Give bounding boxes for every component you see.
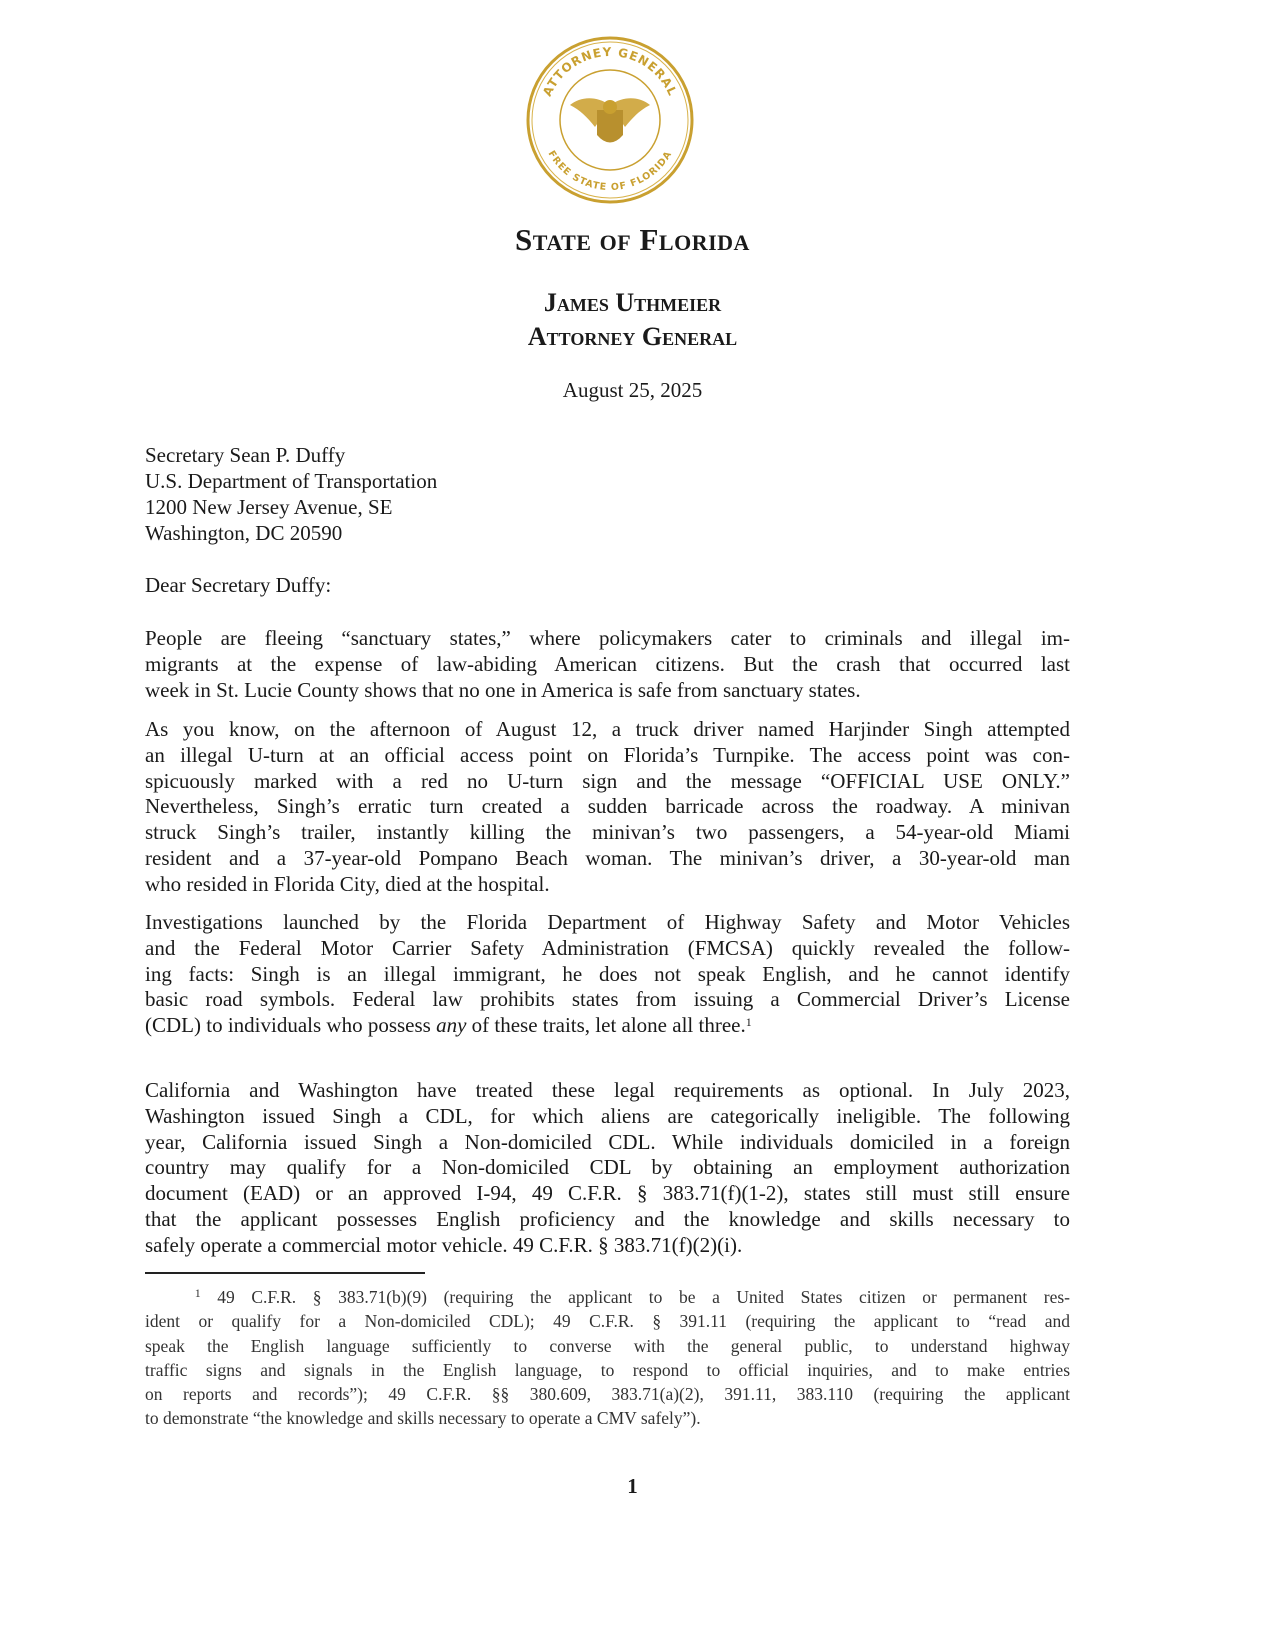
salutation: Dear Secretary Duffy: xyxy=(145,573,332,597)
text-segment: 49 C.F.R. § 383.71(b)(9) (requiring the applicant to be a United States citizen or permanent res- xyxy=(200,1287,1071,1307)
text-line: and the Federal Motor Carrier Safety Administration (FMCSA) quickly revealed the follow- xyxy=(145,935,1070,960)
text-line: resident and a 37-year-old Pompano Beach woman. The minivan’s driver, a 30-year-old man xyxy=(145,845,1070,870)
state-heading: State of Florida xyxy=(515,222,750,257)
footnote-marker: 1 xyxy=(194,1286,201,1300)
text-line: who resided in Florida City, died at the hospital. xyxy=(145,871,550,896)
text-line: that the applicant possesses English proficiency and the knowledge and skills necessary to xyxy=(145,1206,1070,1231)
letter-date: August 25, 2025 xyxy=(562,378,703,402)
text-line: ident or qualify for a Non-domiciled CDL); 49 C.F.R. § 391.11 (requiring the applicant to “read and xyxy=(145,1311,1070,1332)
text-line: an illegal U-turn at an official access point on Florida’s Turnpike. The access point was con- xyxy=(145,742,1070,767)
text-line: Investigations launched by the Florida Department of Highway Safety and Motor Vehicles xyxy=(145,910,1070,934)
text-line: speak the English language sufficiently to converse with the general public, to understand highway xyxy=(145,1335,1070,1356)
attorney-name: James Uthmeier xyxy=(543,288,722,317)
text-line: country may qualify for a Non-domiciled CDL by obtaining an employment authorization xyxy=(145,1155,1070,1180)
attorney-general-seal xyxy=(525,35,695,205)
text-segment: (CDL) to individuals who possess xyxy=(145,1013,437,1038)
address-line: 1200 New Jersey Avenue, SE xyxy=(145,495,393,519)
text-line: spicuously marked with a red no U-turn sign and the message “OFFICIAL USE ONLY.” xyxy=(145,768,1070,793)
text-line: migrants at the expense of law-abiding American citizens. But the crash that occurred last xyxy=(145,651,1070,676)
text-line: ing facts: Singh is an illegal immigrant, he does not speak English, and he cannot identify xyxy=(145,961,1070,986)
text-line: year, California issued Singh a Non-domiciled CDL. While individuals domiciled in a foreign xyxy=(145,1129,1070,1154)
address-line: U.S. Department of Transportation xyxy=(145,469,438,493)
attorney-title: Attorney General xyxy=(527,322,738,351)
footnote xyxy=(145,1285,1070,1431)
svg-text:ATTORNEY GENERAL: ATTORNEY GENERAL xyxy=(540,44,680,99)
paragraph xyxy=(145,1078,1070,1259)
paragraph xyxy=(145,717,1070,898)
text-line: to demonstrate “the knowledge and skills necessary to operate a CMV safely”). xyxy=(145,1408,701,1429)
page-number: 1 xyxy=(627,1474,638,1498)
text-line: basic road symbols. Federal law prohibits states from issuing a Commercial Driver’s License xyxy=(145,987,1070,1012)
text-line: document (EAD) or an approved I-94, 49 C.F.R. § 383.71(f)(1-2), states still must still ensure xyxy=(145,1181,1070,1206)
svg-text:FREE STATE OF FLORIDA: FREE STATE OF FLORIDA xyxy=(545,148,675,194)
text-line: Nevertheless, Singh’s erratic turn created a sudden barricade across the roadway. A minivan xyxy=(145,794,1070,819)
paragraph xyxy=(145,910,1070,1039)
address-line: Secretary Sean P. Duffy xyxy=(145,443,346,467)
text-line: week in St. Lucie County shows that no one in America is safe from sanctuary states. xyxy=(145,677,861,702)
text-line xyxy=(145,1013,1070,1039)
text-line: safely operate a commercial motor vehicle. 49 C.F.R. § 383.71(f)(2)(i). xyxy=(145,1232,743,1257)
text-segment xyxy=(145,1287,195,1307)
footnote-marker: 1 xyxy=(745,1015,752,1030)
address-line: Washington, DC 20590 xyxy=(145,521,343,545)
text-line: California and Washington have treated these legal requirements as optional. In July 2023, xyxy=(145,1078,1070,1102)
text-segment: of these traits, let alone all three. xyxy=(466,1013,746,1038)
recipient-address xyxy=(145,442,437,546)
text-line: traffic signs and signals in the English language, to respond to official inquiries, and to make entries xyxy=(145,1359,1070,1380)
text-line: struck Singh’s trailer, instantly killing the minivan’s two passengers, a 54-year-old Miami xyxy=(145,820,1070,845)
text-line: on reports and records”); 49 C.F.R. §§ 380.609, 383.71(a)(2), 391.11, 383.110 (requiring the applicant xyxy=(145,1384,1070,1405)
footnote-divider xyxy=(145,1272,425,1274)
seal-emblem xyxy=(525,35,695,205)
text-segment: any xyxy=(436,1013,467,1038)
paragraph xyxy=(145,626,1070,703)
text-line: As you know, on the afternoon of August 12, a truck driver named Harjinder Singh attempted xyxy=(145,717,1070,741)
text-line: People are fleeing “sanctuary states,” where policymakers cater to criminals and illegal im- xyxy=(145,626,1070,650)
text-line: Washington issued Singh a CDL, for which aliens are categorically ineligible. The following xyxy=(145,1103,1070,1128)
text-line xyxy=(145,1285,1070,1309)
